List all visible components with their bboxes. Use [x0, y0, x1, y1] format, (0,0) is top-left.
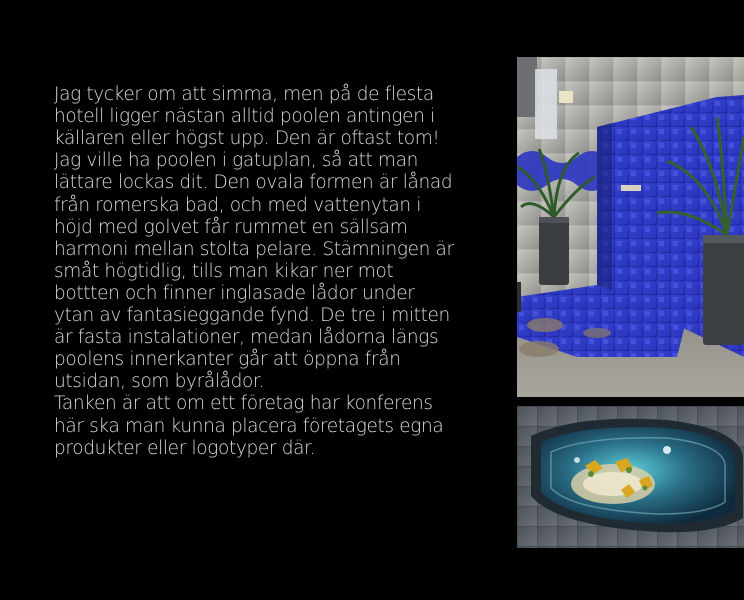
article-paragraph-2: Tanken är att om ett företag har konferens här ska man kunna placera företagets egna produkter eller logotyper där.	[54, 393, 444, 459]
pool-wall-render-image	[517, 57, 744, 397]
article-text	[54, 62, 494, 460]
pool-overview-render-image	[517, 406, 744, 548]
article-paragraph-1: Jag tycker om att simma, men på de flesta hotell ligger nästan alltid poolen antingen i källaren eller högst upp. Den är oftast tom! Jag ville ha poolen i gatuplan, så att man lättare lockas dit. Den ovala formen är lånad från romerska bad, och med vattenytan i höjd med golvet får rummet en sällsam harmoni mellan stolta pelare. Stämningen är småt högtidlig, tills man kikar ner mot bottten och finner inglasade lådor under ytan av fantasieggande fynd. De tre i mitten är fasta instalationer, medan lådorna längs poolens innerkanter går att öppna från utsidan, som byrålådor.	[54, 84, 454, 393]
